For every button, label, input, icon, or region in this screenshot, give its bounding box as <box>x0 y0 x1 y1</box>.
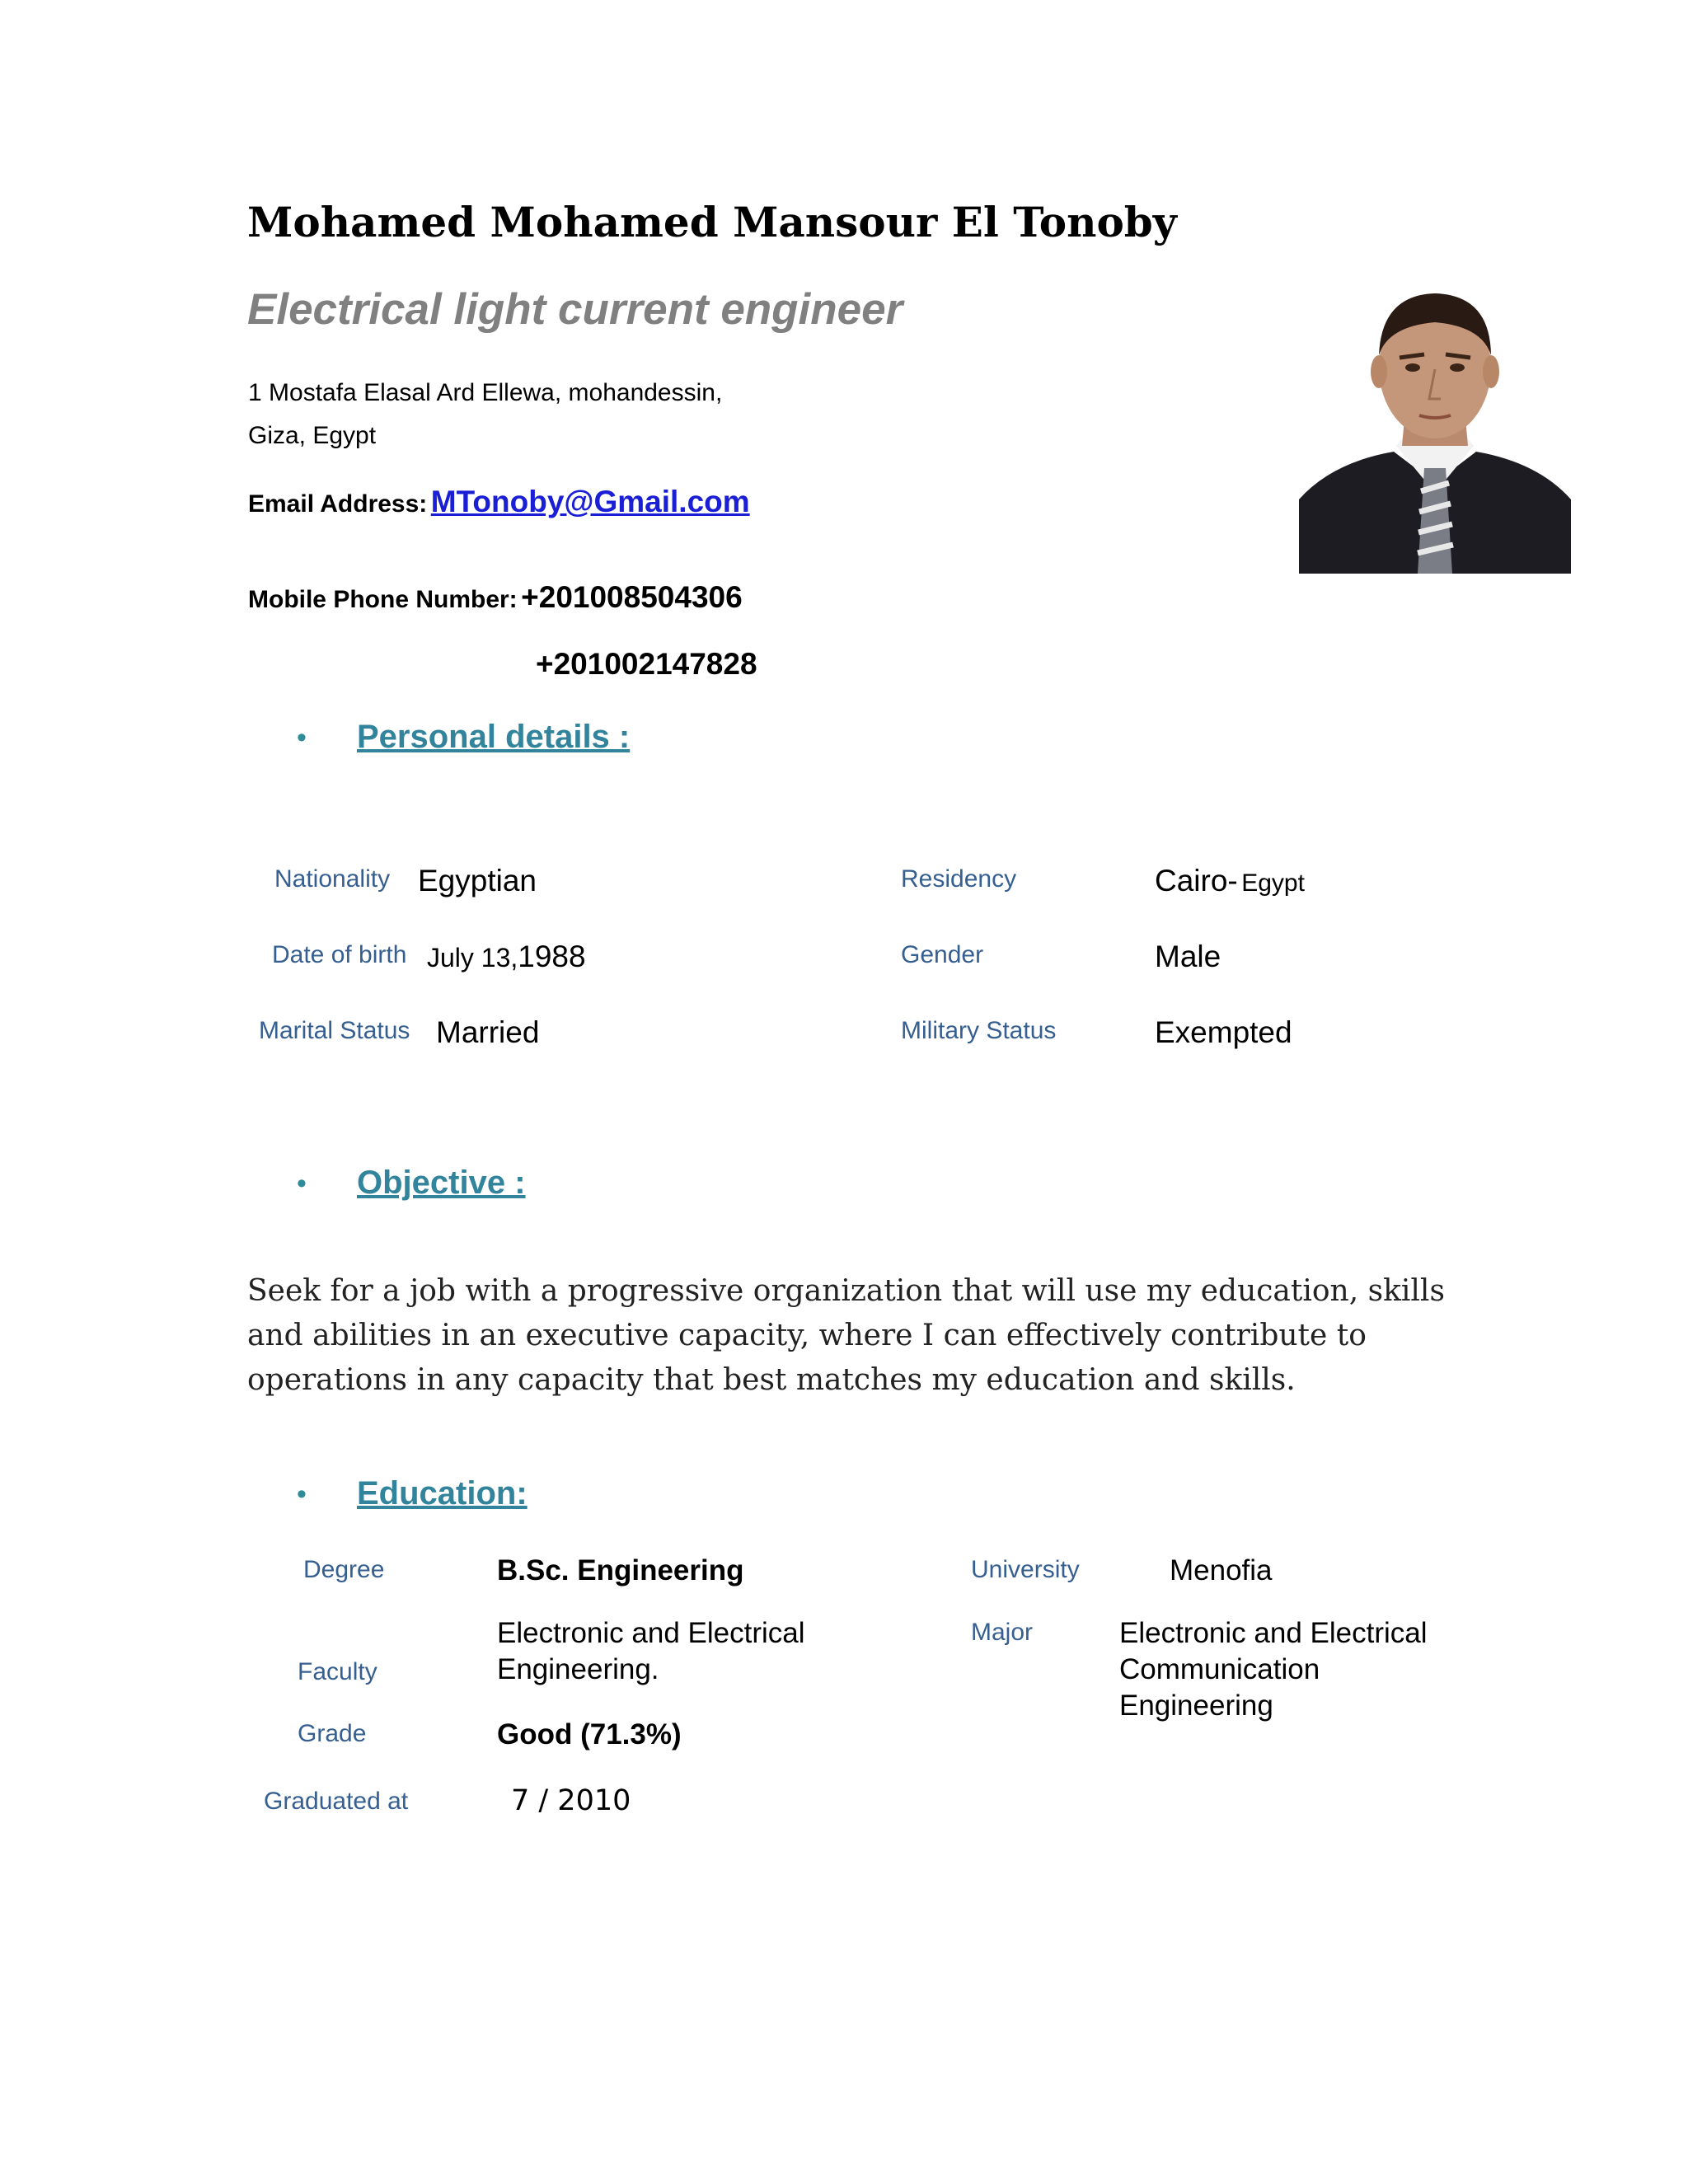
phone-number-2: +201002147828 <box>536 647 757 681</box>
graduated-value: 7 / 2010 <box>511 1784 631 1817</box>
degree-value: B.Sc. Engineering <box>497 1554 744 1586</box>
profile-photo <box>1299 277 1571 574</box>
major-value-line-3: Engineering <box>1119 1690 1273 1722</box>
residency-value <box>1155 864 1305 898</box>
gender-value: Male <box>1155 940 1221 973</box>
email-row <box>248 485 750 519</box>
major-value-line-1: Electronic and Electrical <box>1119 1617 1428 1649</box>
faculty-value-line-2: Engineering. <box>497 1653 659 1685</box>
dob-label: Date of birth <box>272 941 407 968</box>
dob-value <box>427 940 586 974</box>
job-title: Electrical light current engineer <box>247 285 903 334</box>
faculty-label: Faculty <box>298 1658 377 1685</box>
major-label: Major <box>971 1619 1034 1646</box>
phone-number-1: +201008504306 <box>521 580 743 614</box>
section-personal-details: Personal details : <box>357 719 631 755</box>
residency-label: Residency <box>901 865 1017 893</box>
graduated-label: Graduated at <box>264 1788 409 1815</box>
residency-city: Cairo- <box>1155 864 1238 898</box>
residency-country: Egypt <box>1241 869 1305 897</box>
university-value: Menofia <box>1170 1554 1273 1586</box>
email-label: Email Address: <box>248 490 428 518</box>
bullet-personal: • <box>297 722 307 753</box>
university-label: University <box>971 1556 1080 1583</box>
bullet-education: • <box>297 1479 307 1510</box>
degree-label: Degree <box>303 1556 385 1583</box>
phone-row <box>248 580 743 615</box>
dob-month-day: July 13, <box>427 943 518 972</box>
section-education: Education: <box>357 1475 528 1511</box>
address-line-2: Giza, Egypt <box>248 422 377 449</box>
military-status-label: Military Status <box>901 1017 1057 1044</box>
bullet-objective: • <box>297 1168 307 1199</box>
nationality-value: Egyptian <box>418 864 537 898</box>
military-status-value: Exempted <box>1155 1015 1292 1049</box>
faculty-value-line-1: Electronic and Electrical <box>497 1617 805 1649</box>
major-value-line-2: Communication <box>1119 1653 1320 1685</box>
grade-value: Good (71.3%) <box>497 1718 682 1750</box>
phone-label: Mobile Phone Number: <box>248 586 518 613</box>
section-objective: Objective : <box>357 1165 526 1201</box>
address-line-1: 1 Mostafa Elasal Ard Ellewa, mohandessin, <box>248 379 723 406</box>
candidate-name: Mohamed Mohamed Mansour El Tonoby <box>247 198 1177 246</box>
email-link[interactable]: MTonoby@Gmail.com <box>430 485 750 518</box>
gender-label: Gender <box>901 941 984 968</box>
dob-year: 1988 <box>518 940 586 973</box>
marital-status-value: Married <box>436 1015 540 1049</box>
nationality-label: Nationality <box>274 865 391 893</box>
grade-label: Grade <box>298 1720 367 1747</box>
marital-status-label: Marital Status <box>259 1017 410 1044</box>
objective-text: Seek for a job with a progressive organization that will use my education, skills and abilities in an executive capacity, where I can effectively contribute to operations in any capacity that best matches my education and skills. <box>247 1274 1445 1397</box>
